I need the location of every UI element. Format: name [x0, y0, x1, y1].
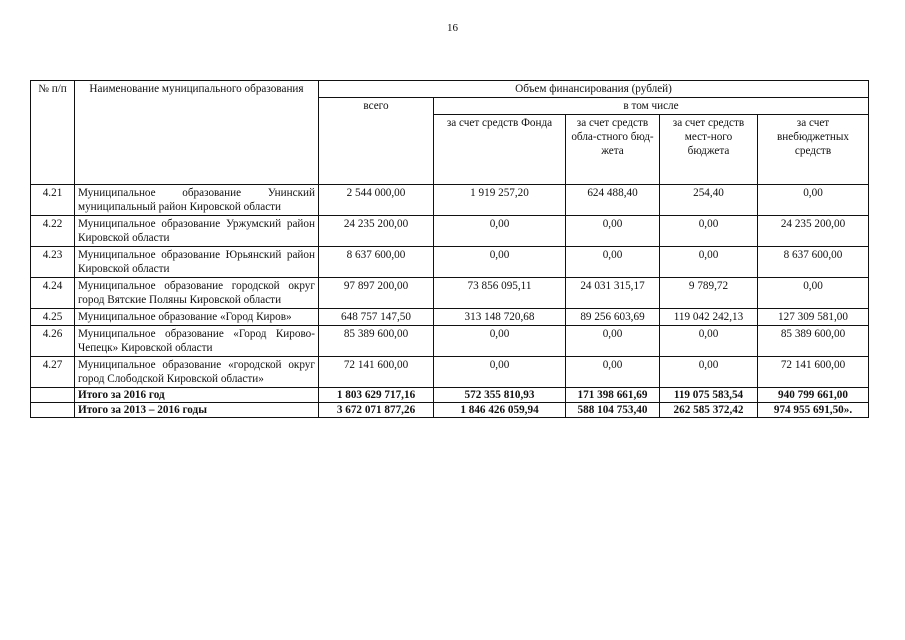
header-including: в том числе — [434, 98, 869, 115]
financing-table — [30, 80, 869, 418]
row-regional: 0,00 — [566, 247, 660, 278]
row-total: 97 897 200,00 — [319, 278, 434, 309]
row-total: 85 389 600,00 — [319, 326, 434, 357]
row-regional: 24 031 315,17 — [566, 278, 660, 309]
total-label: Итого за 2013 – 2016 годы — [75, 403, 319, 418]
header-num: № п/п — [31, 81, 75, 185]
row-num: 4.22 — [31, 216, 75, 247]
row-regional: 624 488,40 — [566, 185, 660, 216]
total-total: 1 803 629 717,16 — [319, 388, 434, 403]
table-row — [31, 326, 869, 357]
total-regional: 588 104 753,40 — [566, 403, 660, 418]
total-num — [31, 388, 75, 403]
row-name: Муниципальное образование Уржумский район Кировской области — [75, 216, 319, 247]
header-fund: за счет средств Фонда — [434, 115, 566, 185]
total-num — [31, 403, 75, 418]
table-row — [31, 185, 869, 216]
row-extra: 0,00 — [758, 278, 869, 309]
total-label: Итого за 2016 год — [75, 388, 319, 403]
row-num: 4.23 — [31, 247, 75, 278]
total-local: 262 585 372,42 — [660, 403, 758, 418]
header-extrabudget: за счет внебюджетных средств — [758, 115, 869, 185]
row-regional: 0,00 — [566, 216, 660, 247]
row-extra: 85 389 600,00 — [758, 326, 869, 357]
row-extra: 24 235 200,00 — [758, 216, 869, 247]
row-local: 0,00 — [660, 326, 758, 357]
row-name: Муниципальное образование «городской округ город Слободской Кировской области» — [75, 357, 319, 388]
total-total: 3 672 071 877,26 — [319, 403, 434, 418]
row-local: 9 789,72 — [660, 278, 758, 309]
total-extra: 940 799 661,00 — [758, 388, 869, 403]
table-row — [31, 357, 869, 388]
row-local: 0,00 — [660, 216, 758, 247]
total-regional: 171 398 661,69 — [566, 388, 660, 403]
page-number: 16 — [447, 22, 458, 34]
row-fund: 313 148 720,68 — [434, 309, 566, 326]
row-local: 119 042 242,13 — [660, 309, 758, 326]
table-row — [31, 278, 869, 309]
row-name: Муниципальное образование Унинский муниципальный район Кировской области — [75, 185, 319, 216]
row-num: 4.24 — [31, 278, 75, 309]
table-row — [31, 247, 869, 278]
row-num: 4.25 — [31, 309, 75, 326]
total-local: 119 075 583,54 — [660, 388, 758, 403]
row-fund: 73 856 095,11 — [434, 278, 566, 309]
row-fund: 1 919 257,20 — [434, 185, 566, 216]
row-extra: 0,00 — [758, 185, 869, 216]
row-total: 8 637 600,00 — [319, 247, 434, 278]
header-total: всего — [319, 98, 434, 185]
total-row-2013-2016 — [31, 403, 869, 418]
row-extra: 127 309 581,00 — [758, 309, 869, 326]
row-fund: 0,00 — [434, 216, 566, 247]
total-row-2016 — [31, 388, 869, 403]
row-num: 4.27 — [31, 357, 75, 388]
row-fund: 0,00 — [434, 326, 566, 357]
row-local: 254,40 — [660, 185, 758, 216]
row-extra: 72 141 600,00 — [758, 357, 869, 388]
row-num: 4.21 — [31, 185, 75, 216]
total-fund: 1 846 426 059,94 — [434, 403, 566, 418]
row-extra: 8 637 600,00 — [758, 247, 869, 278]
row-total: 2 544 000,00 — [319, 185, 434, 216]
total-fund: 572 355 810,93 — [434, 388, 566, 403]
row-local: 0,00 — [660, 357, 758, 388]
row-regional: 89 256 603,69 — [566, 309, 660, 326]
row-fund: 0,00 — [434, 247, 566, 278]
row-regional: 0,00 — [566, 326, 660, 357]
table-row — [31, 309, 869, 326]
total-extra: 974 955 691,50». — [758, 403, 869, 418]
row-name: Муниципальное образование Юрьянский район Кировской области — [75, 247, 319, 278]
row-name: Муниципальное образование «Город Кирово-Чепецк» Кировской области — [75, 326, 319, 357]
header-funding: Объем финансирования (рублей) — [319, 81, 869, 98]
row-name: Муниципальное образование городской округ город Вятские Поляны Кировской области — [75, 278, 319, 309]
row-local: 0,00 — [660, 247, 758, 278]
row-name: Муниципальное образование «Город Киров» — [75, 309, 319, 326]
table-row — [31, 216, 869, 247]
row-regional: 0,00 — [566, 357, 660, 388]
header-regional: за счет средств обла-стного бюд-жета — [566, 115, 660, 185]
row-num: 4.26 — [31, 326, 75, 357]
header-name: Наименование муниципального образования — [75, 81, 319, 185]
header-local: за счет средств мест-ного бюджета — [660, 115, 758, 185]
row-total: 24 235 200,00 — [319, 216, 434, 247]
row-total: 648 757 147,50 — [319, 309, 434, 326]
row-total: 72 141 600,00 — [319, 357, 434, 388]
row-fund: 0,00 — [434, 357, 566, 388]
